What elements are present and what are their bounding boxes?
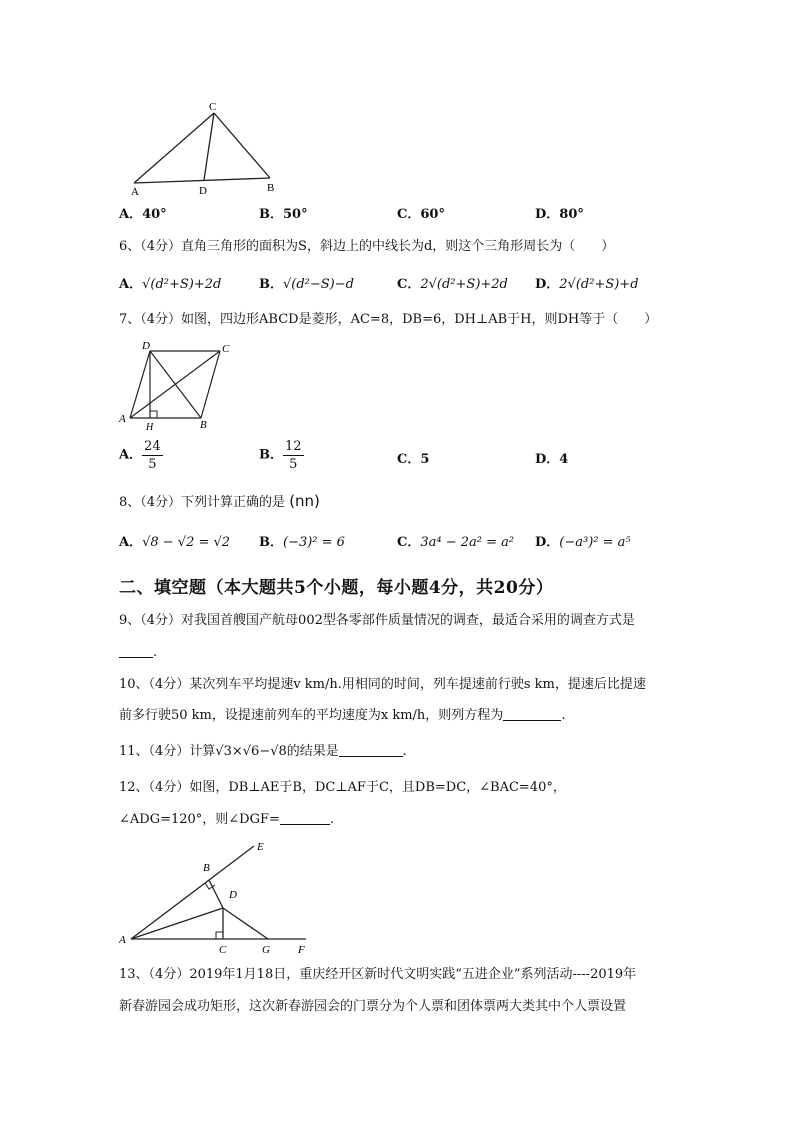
q12-line1: 12、（4分）如图，DB⊥AE于B，DC⊥AF于C，且DB=DC，∠BAC=40°， bbox=[119, 780, 566, 795]
q10-line1: 10、（4分）某次列车平均提速v km/h.用相同的时间，列车提速前行驶s km，提速后比提速 bbox=[119, 677, 646, 692]
edge-ac bbox=[134, 113, 214, 183]
q5-triangle-figure bbox=[128, 98, 288, 198]
answer-blank[interactable] bbox=[119, 643, 153, 658]
q5-option-a[interactable]: A．40° bbox=[119, 207, 167, 222]
q12-angle-figure bbox=[116, 836, 326, 956]
section-title: 二、填空题（本大题共5个小题，每小题4分，共20分） bbox=[119, 578, 554, 598]
edge-cd bbox=[204, 113, 214, 180]
diag-db bbox=[150, 351, 201, 418]
q8-option-c[interactable]: C．3a⁴ − 2a² = a² bbox=[397, 535, 515, 550]
label-a: A bbox=[119, 934, 126, 946]
q8-option-b[interactable]: B．(−3)² = 6 bbox=[259, 535, 345, 550]
answer-blank[interactable] bbox=[503, 706, 561, 721]
q7-option-d[interactable]: D．4 bbox=[535, 452, 569, 467]
segment-ad bbox=[131, 908, 223, 939]
label-c: C bbox=[219, 944, 227, 956]
q8-paren: (nn) bbox=[289, 492, 320, 510]
q7-stem: 7、（4分）如图，四边形ABCD是菱形，AC=8，DB=6，DH⊥AB于H，则DH等于（ ） bbox=[119, 312, 658, 327]
right-angle-mark bbox=[150, 411, 157, 418]
label-e: E bbox=[257, 841, 264, 853]
q8-option-d[interactable]: D．(−a³)² = a⁵ bbox=[535, 535, 631, 550]
q7-option-c[interactable]: C．5 bbox=[397, 452, 430, 467]
q9-line2: . bbox=[119, 643, 157, 663]
q8-stem: 8、（4分）下列计算正确的是 (nn) bbox=[119, 492, 320, 510]
fraction: $\frac{12}{5}$ bbox=[285, 439, 302, 472]
q7-option-b[interactable]: B． $\frac{12}{5}$ bbox=[259, 439, 302, 472]
q6-option-d[interactable]: D．2√(d²+S)+d bbox=[535, 277, 639, 292]
q11-text: 11、（4分）计算√3×√6−√8的结果是 . bbox=[119, 744, 407, 759]
label-d: D bbox=[142, 340, 150, 352]
q5-option-d[interactable]: D．80° bbox=[535, 207, 584, 222]
label-b: B bbox=[203, 862, 210, 874]
q6-option-a[interactable]: A．√(d²+S)+2d bbox=[119, 277, 222, 292]
right-angle-mark-c bbox=[216, 932, 223, 939]
q10-line2: 前多行驶50 km，设提速前列车的平均速度为x km/h，则列方程为 . bbox=[119, 708, 566, 723]
q9-line1: 9、（4分）对我国首艘国产航母002型各零部件质量情况的调查，最适合采用的调查方式是 bbox=[119, 613, 635, 628]
q5-option-c[interactable]: C．60° bbox=[397, 207, 445, 222]
edge-cb bbox=[214, 113, 270, 178]
fraction: $\frac{24}{5}$ bbox=[144, 439, 161, 472]
label-d: D bbox=[199, 185, 207, 197]
label-c: C bbox=[222, 343, 230, 355]
label-d: D bbox=[229, 889, 237, 901]
edge-ad bbox=[130, 351, 150, 418]
label-b: B bbox=[200, 419, 207, 431]
segment-dg bbox=[223, 908, 268, 939]
label-f: F bbox=[298, 944, 305, 956]
label-b: B bbox=[267, 182, 275, 194]
answer-blank[interactable] bbox=[339, 742, 403, 757]
edge-cb bbox=[201, 351, 220, 418]
label-g: G bbox=[262, 944, 270, 956]
label-a: A bbox=[119, 413, 126, 425]
q12-line2: ∠ADG=120°，则∠DGF= . bbox=[119, 812, 335, 827]
label-c: C bbox=[209, 101, 217, 113]
q6-option-c[interactable]: C．2√(d²+S)+2d bbox=[397, 277, 508, 292]
q13-line1: 13、（4分）2019年1月18日，重庆经开区新时代文明实践“五进企业”系列活动----2019年 bbox=[119, 967, 637, 982]
answer-blank[interactable] bbox=[280, 810, 330, 825]
segment-bd bbox=[209, 880, 223, 908]
q7-option-a[interactable]: A． $\frac{24}{5}$ bbox=[119, 439, 161, 472]
edge-ab bbox=[134, 178, 270, 183]
q6-option-b[interactable]: B．√(d²−S)−d bbox=[259, 277, 354, 292]
q13-line2: 新春游园会成功矩形，这次新春游园会的门票分为个人票和团体票两大类其中个人票设置 bbox=[119, 999, 627, 1014]
q8-option-a[interactable]: A．√8 − √2 = √2 bbox=[119, 535, 231, 550]
label-a: A bbox=[131, 186, 139, 198]
q6-stem: 6、（4分）直角三角形的面积为S，斜边上的中线长为d，则这个三角形周长为（ ） bbox=[119, 239, 615, 254]
label-h: H bbox=[146, 422, 154, 433]
q7-rhombus-figure bbox=[116, 338, 246, 433]
q5-option-b[interactable]: B．50° bbox=[259, 207, 308, 222]
